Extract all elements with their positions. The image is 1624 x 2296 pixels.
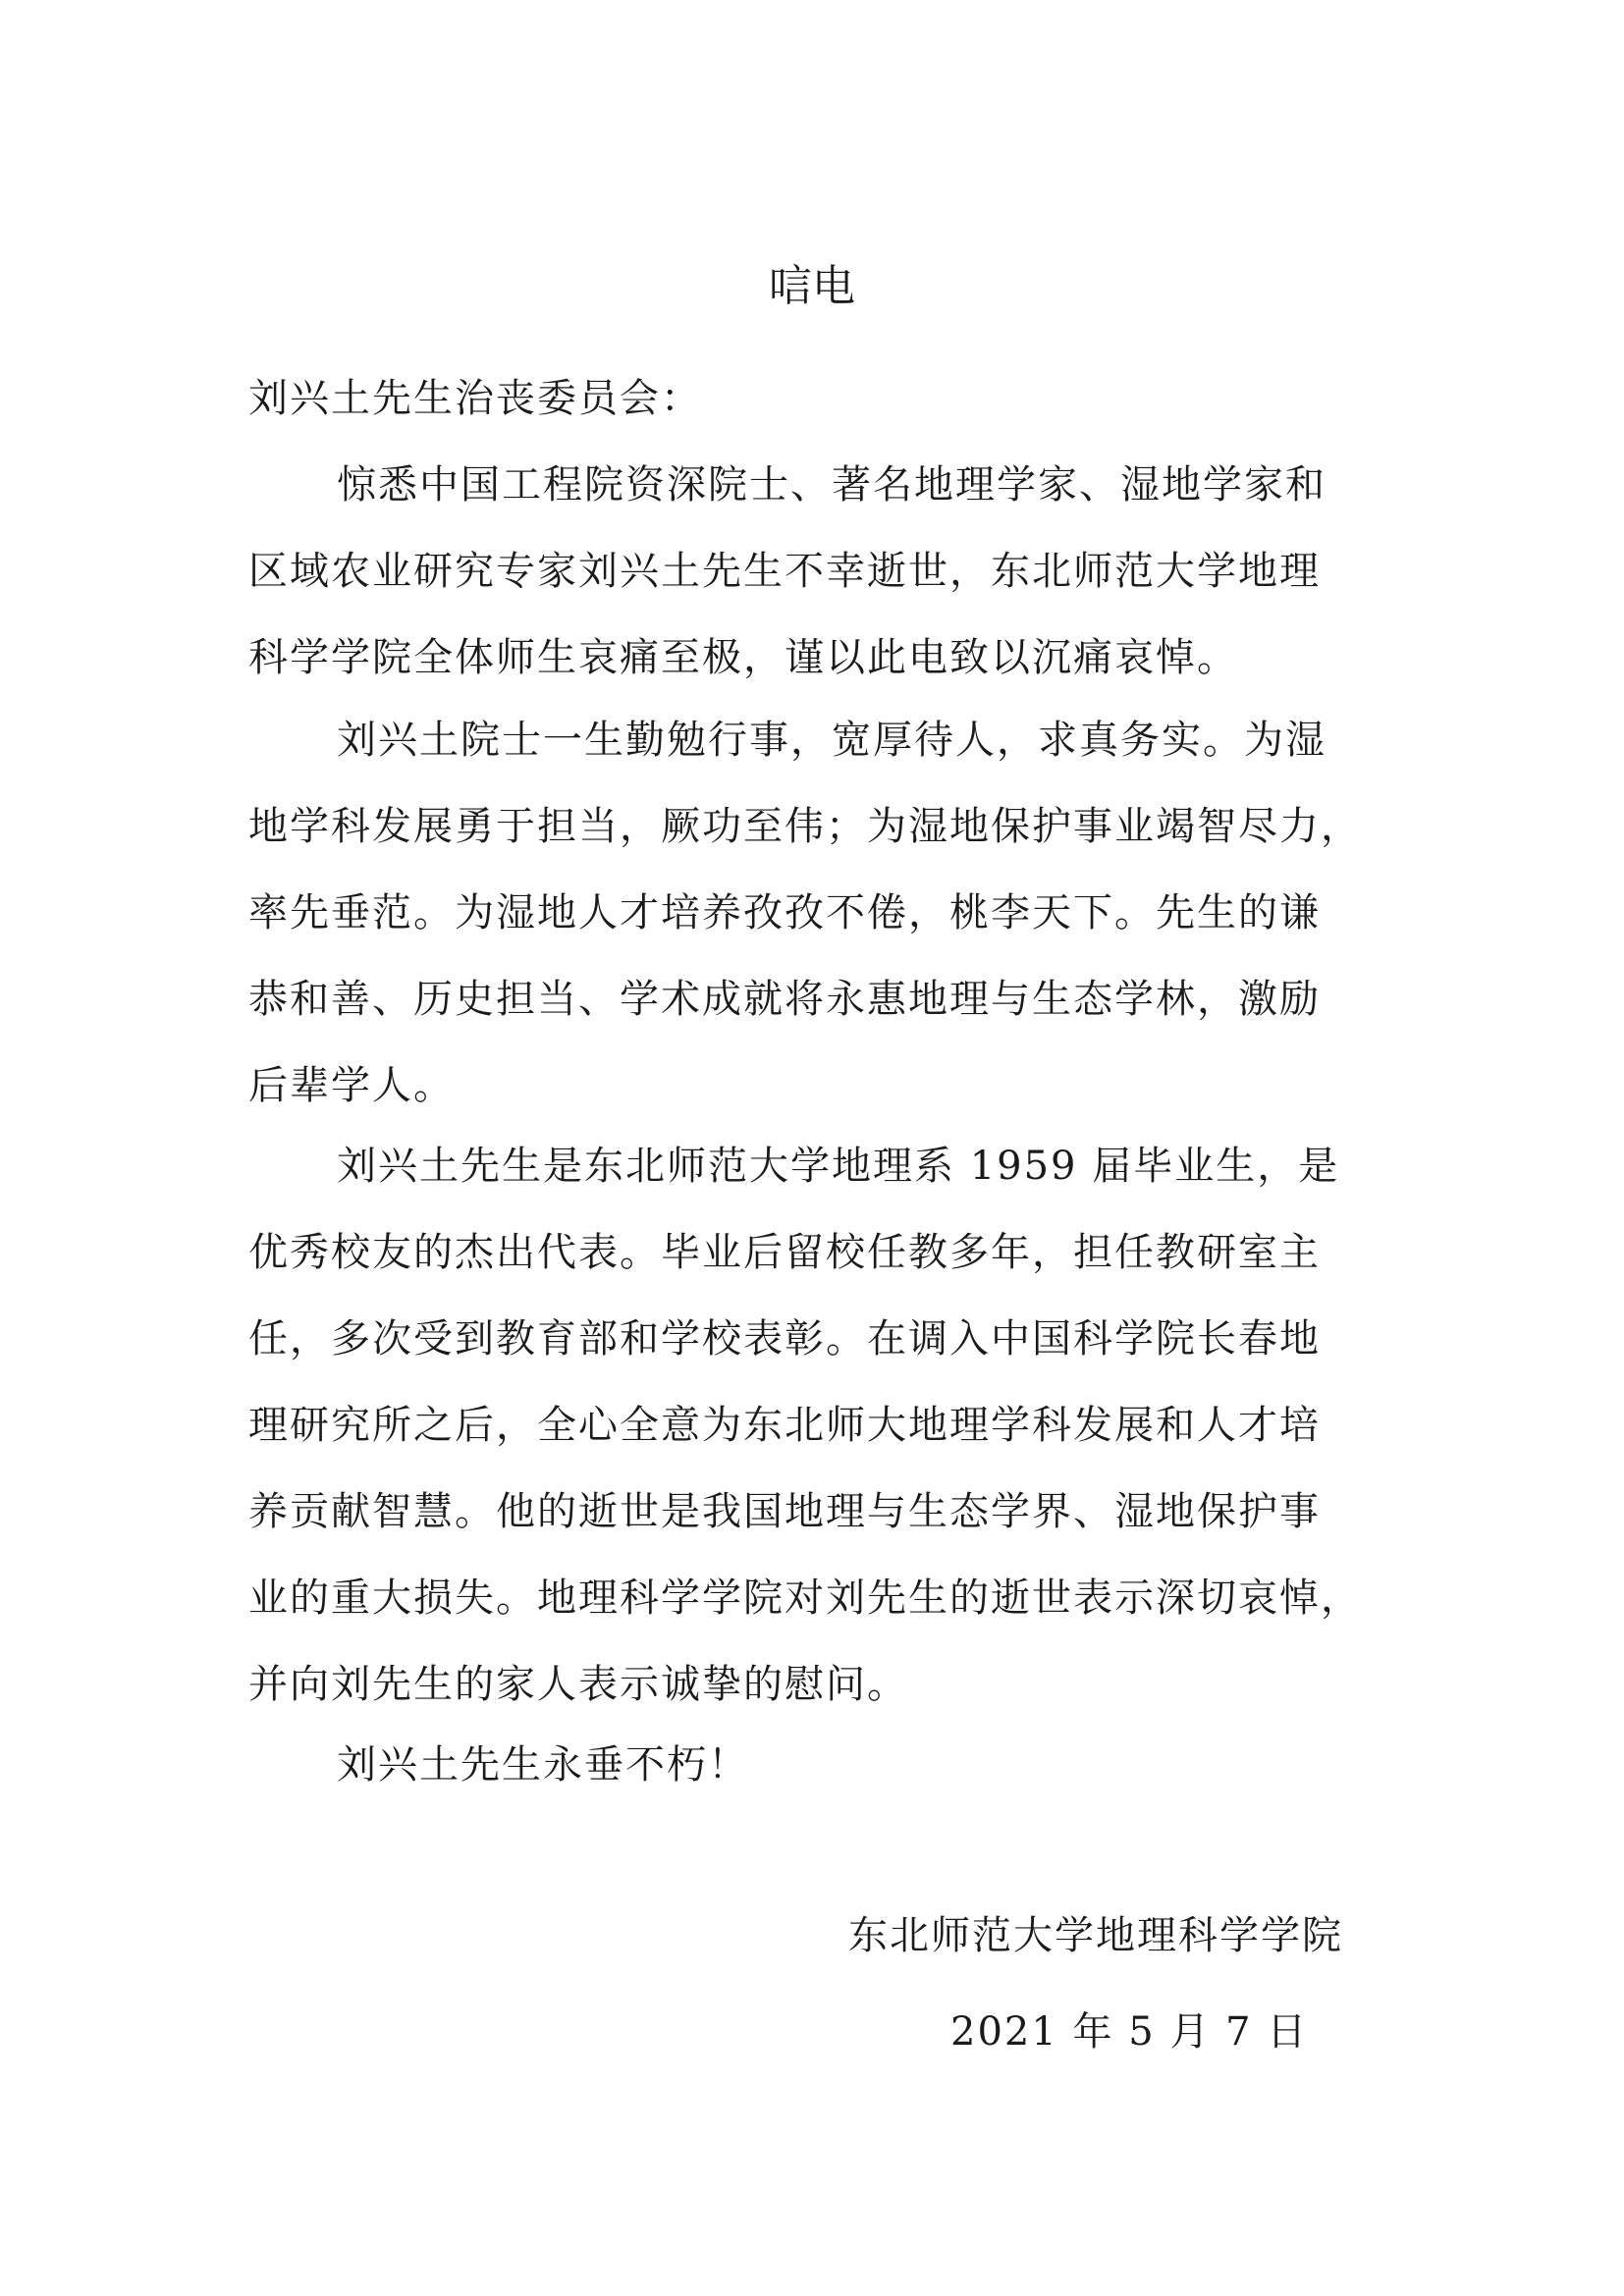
document-title: 唁电 — [769, 261, 855, 311]
paragraph-line: 恭和善、历史担当、学术成就将永惠地理与生态学林，激励 — [248, 977, 1321, 1022]
paragraph-line: 刘兴土院士一生勤勉行事，宽厚待人，求真务实。为湿 — [337, 718, 1326, 763]
paragraph-line: 地学科发展勇于担当，厥功至伟；为湿地保护事业竭智尽力， — [248, 804, 1362, 849]
paragraph-line: 养贡献智慧。他的逝世是我国地理与生态学界、湿地保护事 — [248, 1489, 1321, 1534]
paragraph-line: 科学学院全体师生哀痛至极，谨以此电致以沉痛哀悼。 — [248, 635, 1238, 680]
paragraph-line: 惊悉中国工程院资深院士、著名地理学家、湿地学家和 — [337, 462, 1326, 507]
paragraph-line: 优秀校友的杰出代表。毕业后留校任教多年，担任教研室主 — [248, 1230, 1321, 1275]
paragraph-line: 理研究所之后，全心全意为东北师大地理学科发展和人才培 — [248, 1403, 1321, 1448]
paragraph-line: 区域农业研究专家刘兴土先生不幸逝世，东北师范大学地理 — [248, 549, 1321, 594]
signature: 东北师范大学地理科学学院 — [848, 1913, 1343, 1958]
closing-line: 刘兴土先生永垂不朽！ — [337, 1742, 749, 1788]
paragraph-line: 并向刘先生的家人表示诚挚的慰问。 — [248, 1662, 908, 1707]
paragraph-line: 率先垂范。为湿地人才培养孜孜不倦，桃李天下。先生的谦 — [248, 890, 1321, 935]
paragraph-line: 任，多次受到教育部和学校表彰。在调入中国科学院长春地 — [248, 1316, 1321, 1362]
paragraph-line: 刘兴土先生是东北师范大学地理系 1959 届毕业生，是 — [337, 1144, 1340, 1189]
salutation-line: 刘兴土先生治丧委员会： — [248, 376, 702, 421]
paragraph-line: 后辈学人。 — [248, 1063, 455, 1108]
date: 2021 年 5 月 7 日 — [950, 2009, 1309, 2055]
paragraph-line: 业的重大损失。地理科学学院对刘先生的逝世表示深切哀悼， — [248, 1575, 1362, 1621]
